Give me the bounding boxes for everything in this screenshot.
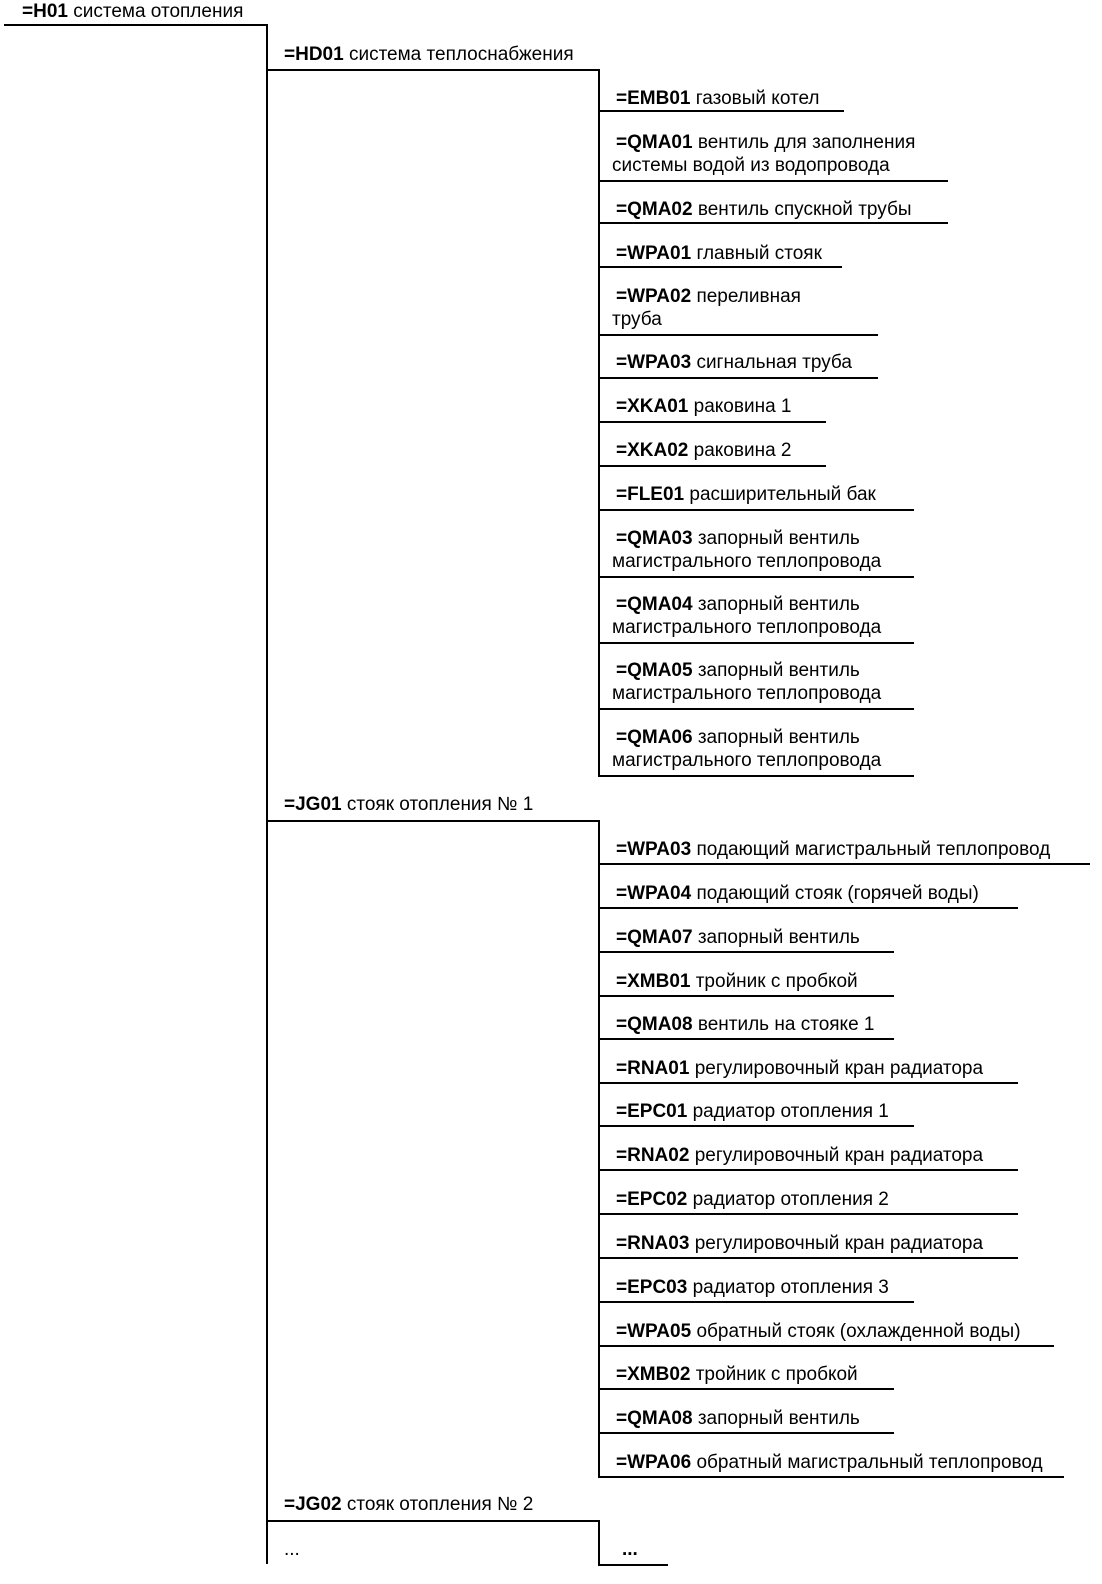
leaf-node — [616, 1057, 983, 1080]
leaf-node — [616, 242, 822, 265]
leaf-underline — [598, 110, 844, 112]
leaf-node — [612, 131, 916, 177]
node-code: =QMA03 — [616, 528, 693, 549]
node-label-continued: магистрального теплопровода — [612, 551, 882, 572]
node-label: подающий магистральный теплопровод — [696, 839, 1051, 860]
leaf-node — [616, 1320, 1021, 1343]
node-code: =XMB02 — [616, 1364, 691, 1385]
node-code: =QMA05 — [616, 660, 693, 681]
leaf-underline — [598, 708, 914, 710]
group-node-2 — [284, 1493, 533, 1516]
leaf-underline — [598, 642, 914, 644]
node-code: =XMB01 — [616, 971, 691, 992]
group-trunk-1 — [598, 820, 600, 1476]
leaf-node — [612, 527, 882, 573]
node-code: =QMA02 — [616, 199, 693, 220]
node-code: =EPC02 — [616, 1189, 688, 1210]
node-label: радиатор отопления 3 — [692, 1277, 889, 1298]
group-underline-2 — [266, 1520, 600, 1522]
leaf-underline — [598, 180, 948, 182]
node-label: запорный вентиль — [697, 528, 860, 549]
node-label-continued: труба — [612, 309, 662, 330]
leaf-underline — [598, 1213, 1018, 1215]
leaf-node — [616, 1188, 889, 1211]
leaf-underline — [598, 1432, 894, 1434]
leaf-node — [616, 1013, 874, 1036]
leaf-node — [616, 351, 852, 374]
leaf-node — [616, 439, 791, 462]
leaf-underline — [598, 1169, 1018, 1171]
node-code: =QMA07 — [616, 927, 693, 948]
leaf-node — [616, 1100, 889, 1123]
leaf-underline — [598, 509, 914, 511]
leaf-node — [616, 1144, 983, 1167]
leaf-underline — [598, 951, 894, 953]
node-code: =H01 — [22, 1, 68, 22]
leaf-underline — [598, 222, 948, 224]
group-node-0 — [284, 43, 574, 66]
node-label: переливная — [696, 286, 801, 307]
node-code: =RNA01 — [616, 1058, 690, 1079]
leaf-node — [616, 882, 979, 905]
node-code: =WPA05 — [616, 1321, 692, 1342]
leaf-node — [612, 285, 801, 331]
root-underline — [4, 24, 268, 26]
leaf-underline — [598, 1388, 894, 1390]
node-code: =WPA03 — [616, 839, 692, 860]
node-code: =RNA02 — [616, 1145, 690, 1166]
node-code: =WPA06 — [616, 1452, 692, 1473]
node-code: =EPC03 — [616, 1277, 688, 1298]
node-label: радиатор отопления 2 — [692, 1189, 889, 1210]
leaf-node — [616, 1232, 983, 1255]
leaf-node — [616, 926, 860, 949]
node-label: регулировочный кран радиатора — [694, 1233, 984, 1254]
node-label-continued: магистрального теплопровода — [612, 683, 882, 704]
leaf-underline — [598, 1038, 894, 1040]
node-label: запорный вентиль — [697, 660, 860, 681]
node-label: запорный вентиль — [697, 1408, 860, 1429]
node-code: =XKA01 — [616, 396, 689, 417]
leaf-node — [616, 838, 1050, 861]
node-code: =WPA02 — [616, 286, 692, 307]
node-code: =QMA06 — [616, 727, 693, 748]
leaf-node — [612, 659, 882, 705]
node-code: =WPA03 — [616, 352, 692, 373]
node-code: =JG01 — [284, 794, 342, 815]
node-label: запорный вентиль — [697, 594, 860, 615]
leaf-node — [616, 395, 791, 418]
leaf-underline — [598, 1082, 1018, 1084]
node-code: =FLE01 — [616, 484, 685, 505]
leaf-underline — [598, 266, 842, 268]
node-label: главный стояк — [696, 243, 822, 264]
node-code: =WPA01 — [616, 243, 692, 264]
node-label-continued: системы водой из водопровода — [612, 155, 890, 176]
node-code: =EMB01 — [616, 88, 691, 109]
leaf-underline — [598, 863, 1090, 865]
node-label: запорный вентиль — [697, 727, 860, 748]
node-label: стояк отопления № 2 — [346, 1494, 534, 1515]
leaf-node — [612, 726, 882, 772]
leaf-underline — [598, 995, 894, 997]
leaf-underline — [598, 1476, 1064, 1478]
leaf-underline — [598, 1345, 1054, 1347]
node-label: регулировочный кран радиатора — [694, 1145, 984, 1166]
leaf-underline — [598, 1125, 914, 1127]
leaf-underline — [598, 907, 1018, 909]
leaf-node — [616, 970, 858, 993]
node-code: =HD01 — [284, 44, 344, 65]
node-label: радиатор отопления 1 — [692, 1101, 889, 1122]
node-label: подающий стояк (горячей воды) — [696, 883, 979, 904]
node-code: =XKA02 — [616, 440, 689, 461]
node-code: =QMA04 — [616, 594, 693, 615]
continuation-underline — [598, 1564, 668, 1566]
node-label: тройник с пробкой — [695, 1364, 858, 1385]
leaf-underline — [598, 576, 914, 578]
node-label: запорный вентиль — [697, 927, 860, 948]
leaf-node — [616, 1407, 860, 1430]
leaf-node — [616, 87, 820, 110]
leaf-underline — [598, 775, 914, 777]
leaf-underline — [598, 421, 826, 423]
node-label: обратный магистральный теплопровод — [696, 1452, 1043, 1473]
node-label: обратный стояк (охлажденной воды) — [696, 1321, 1021, 1342]
node-label: регулировочный кран радиатора — [694, 1058, 984, 1079]
node-label: раковина 1 — [693, 396, 792, 417]
node-label: система отопления — [73, 1, 244, 22]
node-code: =JG02 — [284, 1494, 342, 1515]
items-continuation: ... — [622, 1539, 638, 1560]
leaf-underline — [598, 1257, 1018, 1259]
node-code: =QMA08 — [616, 1014, 693, 1035]
node-code: =RNA03 — [616, 1233, 690, 1254]
leaf-node — [612, 593, 882, 639]
node-code: =QMA08 — [616, 1408, 693, 1429]
leaf-node — [616, 1276, 889, 1299]
leaf-node — [616, 198, 912, 221]
node-label: сигнальная труба — [696, 352, 852, 373]
node-label-continued: магистрального теплопровода — [612, 617, 882, 638]
leaf-underline — [598, 334, 878, 336]
leaf-node — [616, 483, 876, 506]
node-code: =QMA01 — [616, 132, 693, 153]
group-underline-0 — [266, 69, 600, 71]
group-trunk-2 — [598, 1520, 600, 1564]
leaf-underline — [598, 465, 826, 467]
node-label: вентиль на стояке 1 — [697, 1014, 875, 1035]
leaf-node — [616, 1451, 1043, 1474]
node-label: газовый котел — [695, 88, 820, 109]
leaf-underline — [598, 1301, 914, 1303]
root-node — [22, 0, 243, 23]
node-label: расширительный бак — [689, 484, 876, 505]
node-code: =EPC01 — [616, 1101, 688, 1122]
node-code: =WPA04 — [616, 883, 692, 904]
node-label: стояк отопления № 1 — [346, 794, 534, 815]
leaf-underline — [598, 377, 878, 379]
group-underline-1 — [266, 820, 600, 822]
node-label: раковина 2 — [693, 440, 792, 461]
root-trunk — [266, 24, 268, 1564]
node-label: вентиль спускной трубы — [697, 199, 912, 220]
group-continuation: ... — [284, 1539, 300, 1560]
group-node-1 — [284, 793, 533, 816]
node-label: вентиль для заполнения — [697, 132, 916, 153]
node-label: тройник с пробкой — [695, 971, 858, 992]
node-label-continued: магистрального теплопровода — [612, 750, 882, 771]
node-label: система теплоснабжения — [348, 44, 574, 65]
leaf-node — [616, 1363, 858, 1386]
